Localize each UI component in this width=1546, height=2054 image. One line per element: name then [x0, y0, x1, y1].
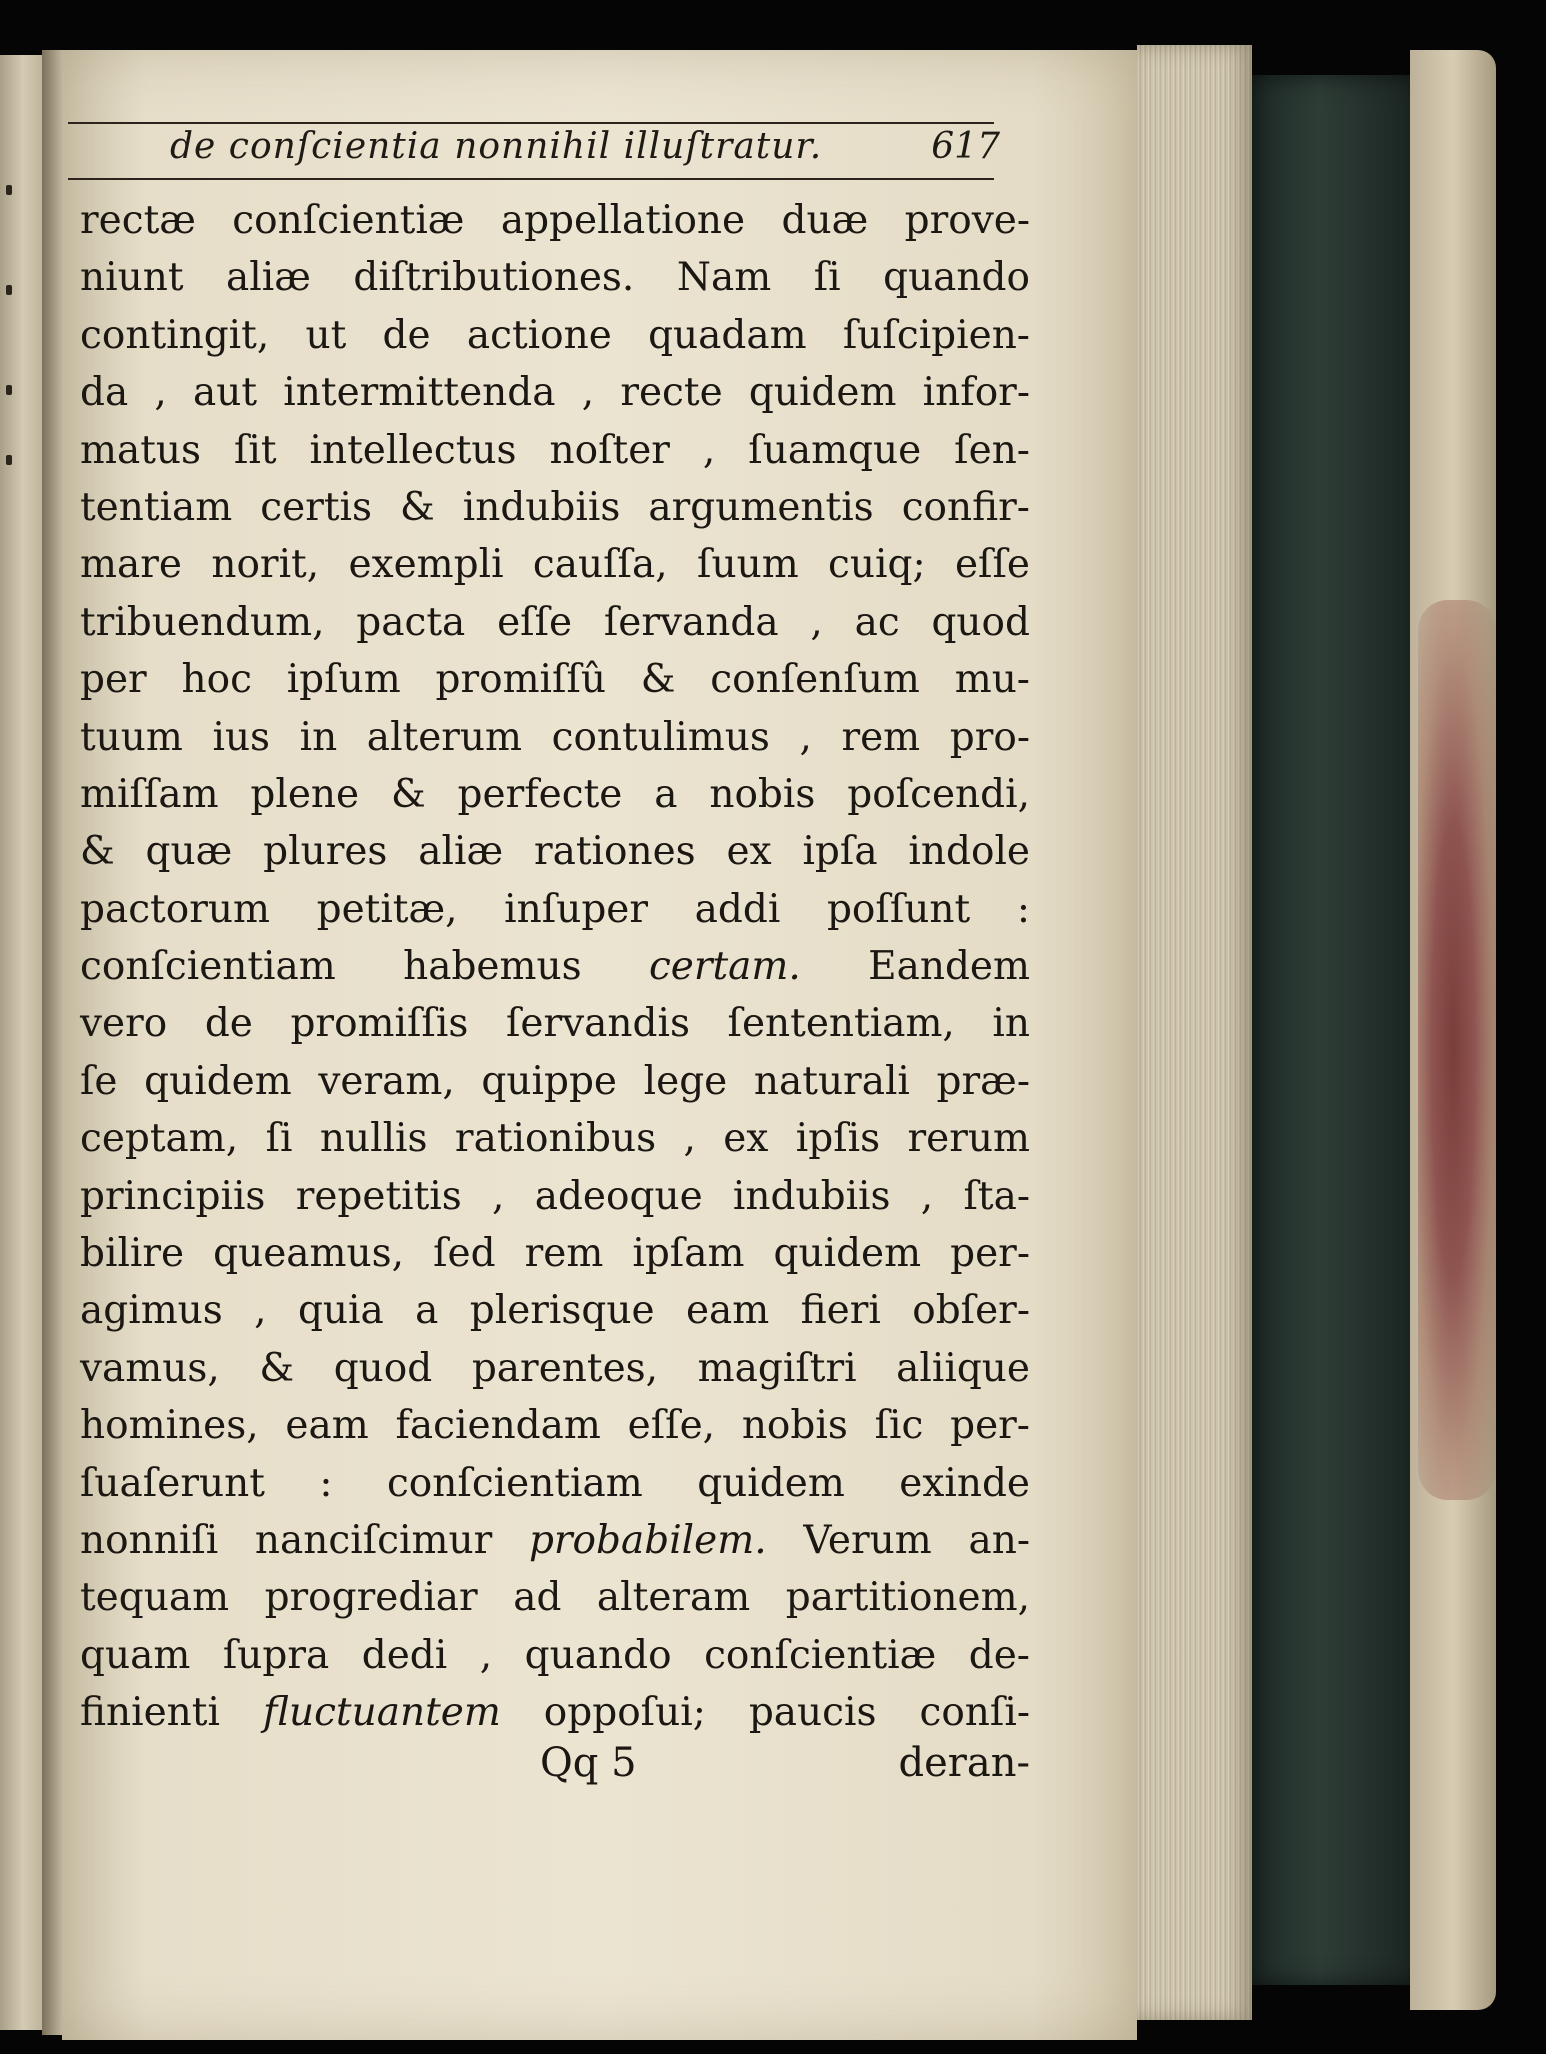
text-segment: ſe quidem veram, quippe lege naturali præ-	[80, 1058, 1030, 1104]
text-line	[80, 536, 1030, 593]
text-segment: matus ſit intellectus noſter , ſuamque ſen-	[80, 427, 1030, 473]
ink-mark	[6, 455, 12, 465]
page-footer	[80, 1740, 1030, 1800]
text-line	[80, 1512, 1030, 1569]
text-segment: tequam progrediar ad alteram partitionem,	[80, 1575, 1030, 1621]
text-segment: Eandem	[800, 944, 1030, 990]
text-segment: principiis repetitis , adeoque indubiis , ſta-	[80, 1173, 1030, 1219]
text-segment: rectæ conſcientiæ appellatione duæ prove-	[80, 198, 1030, 243]
text-segment: Verum an-	[766, 1517, 1030, 1563]
text-segment: vero de promiſſis ſervandis ſententiam, in	[80, 1001, 1030, 1047]
text-segment: tuum ius in alterum contulimus , rem pro-	[80, 714, 1030, 760]
ink-mark	[6, 185, 12, 195]
text-line	[80, 651, 1030, 708]
text-line	[80, 709, 1030, 766]
text-segment: contingit, ut de actione quadam ſuſcipien-	[80, 312, 1030, 358]
text-line	[80, 995, 1030, 1052]
text-line	[80, 1053, 1030, 1110]
italic-term: certam.	[648, 944, 801, 990]
text-segment: & quæ plures aliæ rationes ex ipſa indole	[80, 829, 1030, 875]
ink-mark	[6, 285, 12, 295]
page-edges	[1137, 45, 1252, 2020]
text-line	[80, 1569, 1030, 1626]
text-segment: quam ſupra dedi , quando conſcientiæ de-	[80, 1632, 1030, 1678]
ink-mark	[6, 385, 12, 395]
text-line	[80, 766, 1030, 823]
text-segment: tribuendum, pacta eſſe ſervanda , ac quod	[80, 599, 1030, 645]
text-segment: da , aut intermittenda , recte quidem infor-	[80, 370, 1030, 416]
text-line	[80, 249, 1030, 306]
cover-stain	[1418, 600, 1496, 1500]
page-number: 617	[931, 126, 1000, 167]
text-line	[80, 1282, 1030, 1339]
signature-mark: Qq 5	[540, 1740, 637, 1786]
text-segment: ſuaſerunt : conſcientiam quidem exinde	[80, 1460, 1030, 1506]
text-segment: per hoc ipſum promiſſû & conſenſum mu-	[80, 657, 1030, 703]
text-line	[80, 479, 1030, 536]
text-line	[80, 1225, 1030, 1282]
catchword: deran-	[898, 1740, 1030, 1786]
italic-term: probabilem.	[528, 1517, 767, 1563]
text-segment: oppoſui; paucis conſi-	[500, 1690, 1031, 1736]
text-segment: homines, eam faciendam eſſe, nobis ſic per-	[80, 1403, 1030, 1449]
text-segment: bilire queamus, ſed rem ipſam quidem per-	[80, 1231, 1030, 1277]
text-segment: conſcientiam habemus	[80, 944, 649, 990]
text-segment: agimus , quia a plerisque eam fieri obſer-	[80, 1288, 1030, 1334]
text-segment: ceptam, ſi nullis rationibus , ex ipſis rerum	[80, 1116, 1030, 1162]
text-segment: mare norit, exempli cauſſa, ſuum cuiq; eſſe	[80, 542, 1030, 588]
header-rule-top	[68, 122, 994, 124]
header-rule-bottom	[68, 178, 994, 180]
text-line	[80, 1110, 1030, 1167]
text-line	[80, 881, 1030, 938]
text-segment: miſſam plene & perfecte a nobis poſcendi,	[80, 771, 1030, 817]
running-head: de conſcientia nonnihil illuſtratur.	[170, 126, 823, 167]
text-segment: vamus, & quod parentes, magiſtri aliique	[80, 1345, 1030, 1391]
text-line	[80, 938, 1030, 995]
previous-page-edge	[0, 55, 44, 2030]
text-line	[80, 364, 1030, 421]
text-segment: pactorum petitæ, inſuper addi poſſunt :	[80, 886, 1030, 932]
text-segment: finienti	[80, 1690, 263, 1736]
text-line	[80, 307, 1030, 364]
text-segment: nonniſi nanciſcimur	[80, 1517, 529, 1563]
text-line	[80, 192, 1030, 249]
text-line	[80, 1340, 1030, 1397]
text-line	[80, 1168, 1030, 1225]
body-text	[80, 192, 1030, 1742]
text-line	[80, 594, 1030, 651]
italic-term: fluctuantem	[262, 1690, 501, 1736]
text-segment: tentiam certis & indubiis argumentis confir-	[80, 484, 1030, 530]
text-line	[80, 422, 1030, 479]
text-line	[80, 1684, 1030, 1741]
text-line	[80, 1455, 1030, 1512]
text-line	[80, 1627, 1030, 1684]
text-segment: niunt aliæ diſtributiones. Nam ſi quando	[80, 255, 1030, 301]
text-line	[80, 823, 1030, 880]
text-line	[80, 1397, 1030, 1454]
text-block-edge	[1252, 75, 1422, 1985]
